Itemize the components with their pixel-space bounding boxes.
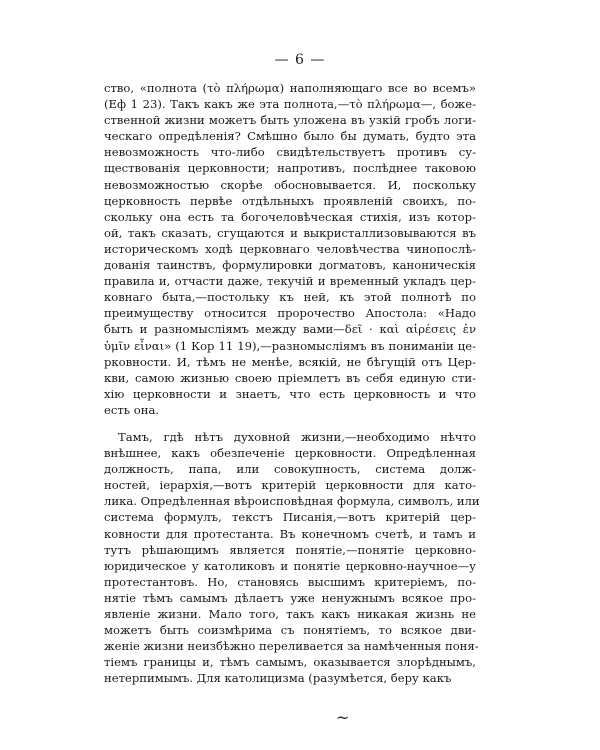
text-line: ностей, іерархія,—вотъ критерій церковности для като- [104, 478, 476, 493]
text-line: историческомъ ходѣ церковнаго человѣчества чинопослѣ- [104, 241, 476, 256]
page-number: — 6 — [274, 52, 326, 68]
text-line: можетъ быть соизмѣрима съ понятіемъ, то всякое дви- [104, 623, 476, 638]
text-line: рковности. И, тѣмъ не менѣе, всякій, не бѣгущій отъ Цер- [104, 354, 476, 369]
text-line: юридическое у католиковъ и понятіе церковно-научное—у [104, 558, 476, 573]
text-line: невозможность что-либо свидѣтельствуетъ противъ су- [104, 145, 476, 160]
catchword-mark: ~ [336, 708, 350, 727]
text-line: должность, папа, или совокупность, система долж- [104, 462, 476, 477]
text-line: ществованія церковности; напротивъ, послѣднее таковою [104, 161, 476, 176]
text-line: нетерпимымъ. Для католицизма (разумѣется, беру какъ [104, 671, 452, 686]
text-line: (Еф 1 23). Такъ какъ же эта полнота,—τὸ πλήρωμα—, боже- [104, 97, 476, 112]
text-line: явленіе жизни. Мало того, такъ какъ никакая жизнь не [104, 607, 476, 621]
text-line: Тамъ, гдѣ нѣтъ духовной жизни,—необходимо нѣчто [118, 429, 476, 444]
text-line: ство, «полнота (τὸ πλήρωμα) наполняющаго все во всемъ» [104, 81, 476, 95]
text-line: система формулъ, текстъ Писанія,—вотъ критерій цер- [104, 510, 476, 525]
text-line: ὑμῖν εἶναι» (1 Кор 11 19),—разномысліямъ въ пониманіи це- [104, 338, 476, 353]
text-line: ческаго опредѣленія? Смѣшно было бы думать, будто эта [104, 129, 476, 144]
text-line: внѣшнее, какъ обезпеченіе церковности. Опредѣленная [104, 446, 476, 461]
text-line: тутъ рѣшающимъ является понятіе,—понятіе церковно- [104, 542, 476, 557]
text-line: протестантовъ. Но, становясь высшимъ критеріемъ, по- [104, 574, 476, 589]
text-line: хію церковности и знаетъ, что есть церковность и что [104, 386, 476, 401]
text-line: церковность первѣе отдѣльныхъ проявленій своихъ, по- [104, 193, 476, 208]
text-line: лика. Опредѣленная вѣроисповѣдная формула, символъ, или [104, 494, 480, 509]
text-line: невозможностью скорѣе обосновывается. И, поскольку [104, 177, 476, 192]
text-line: тіемъ границы и, тѣмъ самымъ, оказывается злорѣднымъ, [104, 655, 476, 670]
paragraph-1 [104, 80, 476, 418]
text-line: быть и разномысліямъ между вами—δεῖ · καὶ αἱρέσεις ἐν [104, 322, 476, 337]
text-line: дованія таинствъ, формулировки догматовъ, каноничeскія [104, 258, 476, 273]
text-line: женіе жизни неизбѣжно переливается за намѣченныя поня- [104, 639, 479, 654]
paragraph-2 [104, 429, 480, 687]
text-line: есть она. [104, 402, 160, 417]
text-line: кви, самою жизнью своею пріемлетъ въ себя единую сти- [104, 370, 476, 385]
text-line: ковности для протестанта. Въ конечномъ счетѣ, и тамъ и [104, 526, 476, 541]
text-line: ой, такъ сказать, сгущаются и выкристаллизовываются въ [104, 225, 476, 240]
body-text [104, 80, 480, 686]
text-line: ственной жизни можетъ быть уложена въ узкій гробъ логи- [104, 113, 476, 128]
text-line: правила и, отчасти даже, текучій и временный укладъ цер- [104, 274, 476, 289]
text-line: преимуществу относится пророчество Апостола: «Надо [104, 306, 476, 321]
text-line: скольку она есть та богочеловѣческая стихія, изъ котор- [104, 209, 476, 224]
text-line: нятіе тѣмъ самымъ дѣлаетъ уже ненужнымъ всякое про- [104, 590, 476, 605]
text-line: ковнаго быта,—постольку къ ней, къ этой полнотѣ по [104, 290, 476, 305]
